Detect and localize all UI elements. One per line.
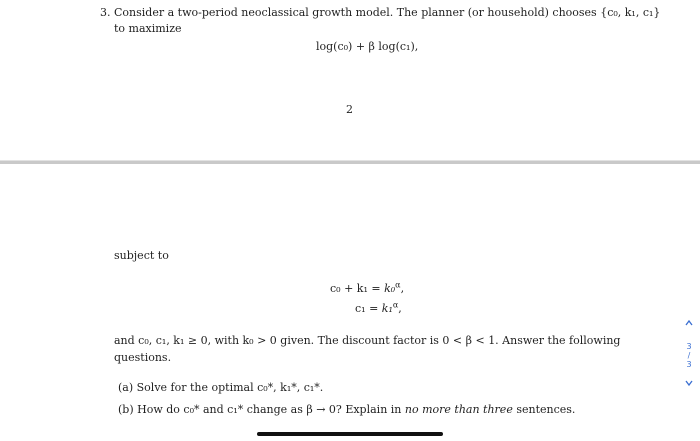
constraint-1-lhs: c₀ + k₁ = [330, 282, 381, 295]
page-separator: / [687, 351, 691, 360]
chevron-up-glyph [684, 318, 694, 328]
page-break [0, 160, 700, 164]
page-navigator [678, 318, 700, 390]
subject-to-label: subject to [114, 249, 169, 262]
constraint-1-exponent: α [395, 280, 401, 290]
chevron-up-icon[interactable] [683, 318, 695, 330]
chevron-down-icon[interactable] [683, 378, 695, 390]
conditions-line2: questions. [114, 351, 172, 364]
choice-set: {c₀, k₁, c₁} [600, 6, 661, 19]
constraint-2-exponent: α [392, 300, 399, 310]
conditions-line1: and c₀, c₁, k₁ ≥ 0, with k₀ > 0 given. The discount factor is 0 < β < 1. Answer the following [114, 334, 621, 347]
part-b-text: (b) How do c₀* and c₁* change as β → 0? Explain in [118, 403, 405, 416]
page-number: 2 [346, 103, 353, 116]
objective-function: log(c₀) + β log(c₁), [316, 40, 419, 53]
current-page-indicator: 3 [686, 342, 692, 351]
constraint-2: c₁ = k₁$^\alpha$, [355, 300, 402, 315]
total-pages-indicator: 3 [686, 360, 692, 369]
part-b-end: sentences. [512, 403, 576, 416]
part-b-emphasis: no more than three [404, 403, 513, 416]
part-b [118, 403, 575, 417]
constraint-2-lhs: c₁ = [355, 302, 379, 315]
home-indicator[interactable] [257, 432, 443, 436]
problem-intro-line1 [114, 6, 660, 20]
constraint-2-rhs: k₁ [381, 302, 393, 315]
problem-intro-line2: to maximize [114, 22, 182, 35]
constraint-1: c₀ + k₁ = k₀$^\alpha$, [330, 280, 405, 295]
constraint-1-rhs: k₀ [384, 282, 396, 295]
problem-intro-text: Consider a two-period neoclassical growth model. The planner (or household) chooses [114, 6, 601, 19]
problem-number: 3. [100, 6, 111, 19]
part-a: (a) Solve for the optimal c₀*, k₁*, c₁*. [118, 381, 324, 394]
chevron-down-glyph [684, 378, 694, 388]
